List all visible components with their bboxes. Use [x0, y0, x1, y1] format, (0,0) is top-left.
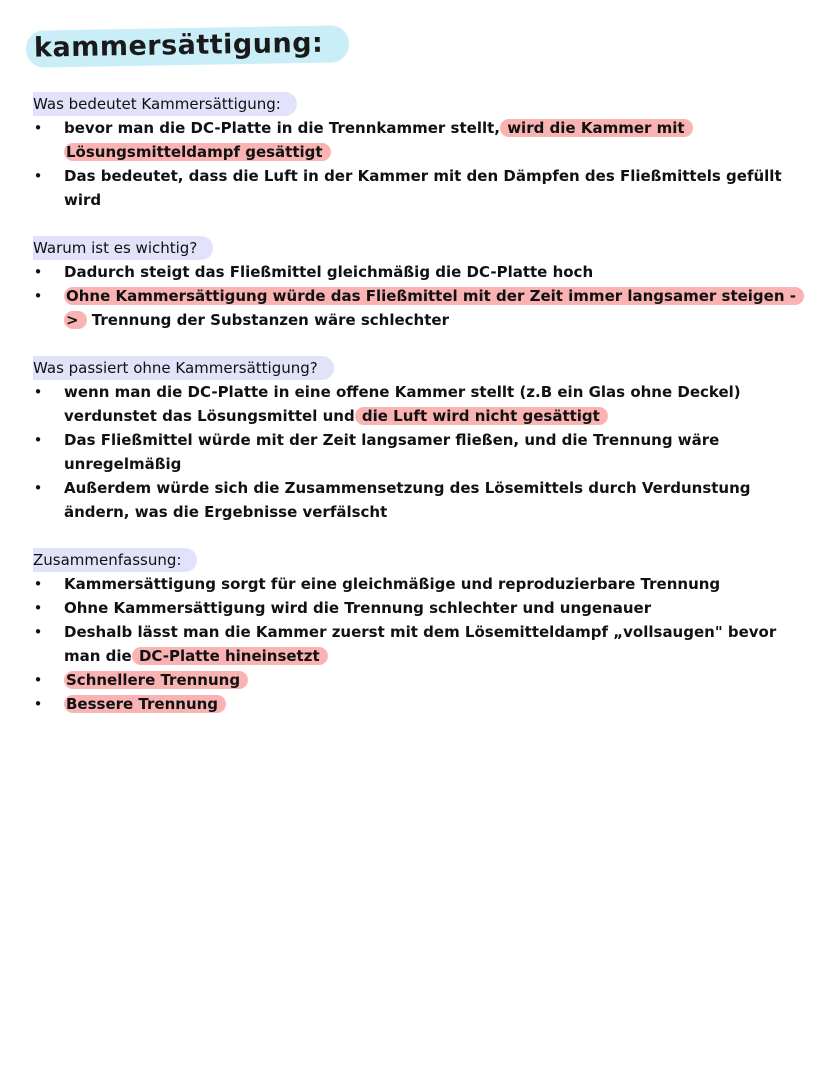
item-text: Trennung der Substanzen wäre schlechter [86, 311, 449, 329]
page-title: kammersättigung: [26, 25, 350, 68]
bullet-marker: • [33, 671, 43, 689]
list-item [33, 116, 803, 164]
list-item [33, 164, 803, 212]
item-text: Das bedeutet, dass die Luft in der Kammer mit den Dämpfen des Fließmittels gefüllt wird [64, 167, 782, 209]
item-text: Dadurch steigt das Fließmittel gleichmäßig die DC-Platte hoch [64, 263, 594, 281]
highlighted-text: DC-Platte hineinsetzt [132, 647, 328, 665]
item-text: Ohne Kammersättigung wird die Trennung schlechter und ungenauer [64, 599, 652, 617]
section-without [33, 356, 803, 524]
list-item [33, 284, 803, 332]
section-importance [33, 236, 803, 332]
item-text: wenn man die DC-Platte in eine offene Kammer stellt (z.B ein Glas ohne Deckel) verdunstet das Lösungsmittel und [64, 383, 741, 425]
item-text: Außerdem würde sich die Zusammensetzung des Lösemittels durch Verdunstung ändern, was die Ergebnisse verfälscht [64, 479, 751, 521]
highlighted-text: Schnellere Trennung [64, 671, 248, 689]
list-item [33, 596, 803, 620]
section-heading: Was bedeutet Kammersättigung: [33, 92, 297, 116]
bullet-list [33, 260, 803, 332]
section-meaning [33, 92, 803, 212]
list-item [33, 668, 803, 692]
list-item [33, 476, 803, 524]
list-item [33, 572, 803, 596]
bullet-marker: • [33, 431, 43, 449]
section-heading: Zusammenfassung: [33, 548, 197, 572]
highlighted-text: Ohne Kammersättigung würde das Fließmittel mit der Zeit immer langsamer steigen -> [64, 287, 804, 329]
highlighted-text: Bessere Trennung [64, 695, 226, 713]
section-summary [33, 548, 803, 716]
list-item [33, 428, 803, 476]
list-item [33, 620, 803, 668]
bullet-marker: • [33, 119, 43, 137]
bullet-list [33, 116, 803, 212]
bullet-marker: • [33, 383, 43, 401]
bullet-list [33, 572, 803, 716]
section-heading: Warum ist es wichtig? [33, 236, 213, 260]
list-item [33, 692, 803, 716]
bullet-marker: • [33, 575, 43, 593]
item-text: bevor man die DC-Platte in die Trennkammer stellt, [64, 119, 500, 137]
bullet-marker: • [33, 167, 43, 185]
highlighted-text: die Luft wird nicht gesättigt [355, 407, 608, 425]
section-heading: Was passiert ohne Kammersättigung? [33, 356, 334, 380]
item-text: Deshalb lässt man die Kammer zuerst mit dem Lösemitteldampf „vollsaugen" bevor man die [64, 623, 777, 665]
bullet-marker: • [33, 287, 43, 305]
list-item [33, 260, 803, 284]
bullet-list [33, 380, 803, 524]
bullet-marker: • [33, 695, 43, 713]
highlighted-text: wird die Kammer mit Lösungsmitteldampf gesättigt [64, 119, 693, 161]
bullet-marker: • [33, 623, 43, 641]
bullet-marker: • [33, 599, 43, 617]
item-text: Kammersättigung sorgt für eine gleichmäßige und reproduzierbare Trennung [64, 575, 721, 593]
note-content [33, 92, 803, 740]
title-container [26, 28, 349, 65]
bullet-marker: • [33, 479, 43, 497]
item-text: Das Fließmittel würde mit der Zeit langsamer fließen, und die Trennung wäre unregelmäßig [64, 431, 720, 473]
bullet-marker: • [33, 263, 43, 281]
list-item [33, 380, 803, 428]
